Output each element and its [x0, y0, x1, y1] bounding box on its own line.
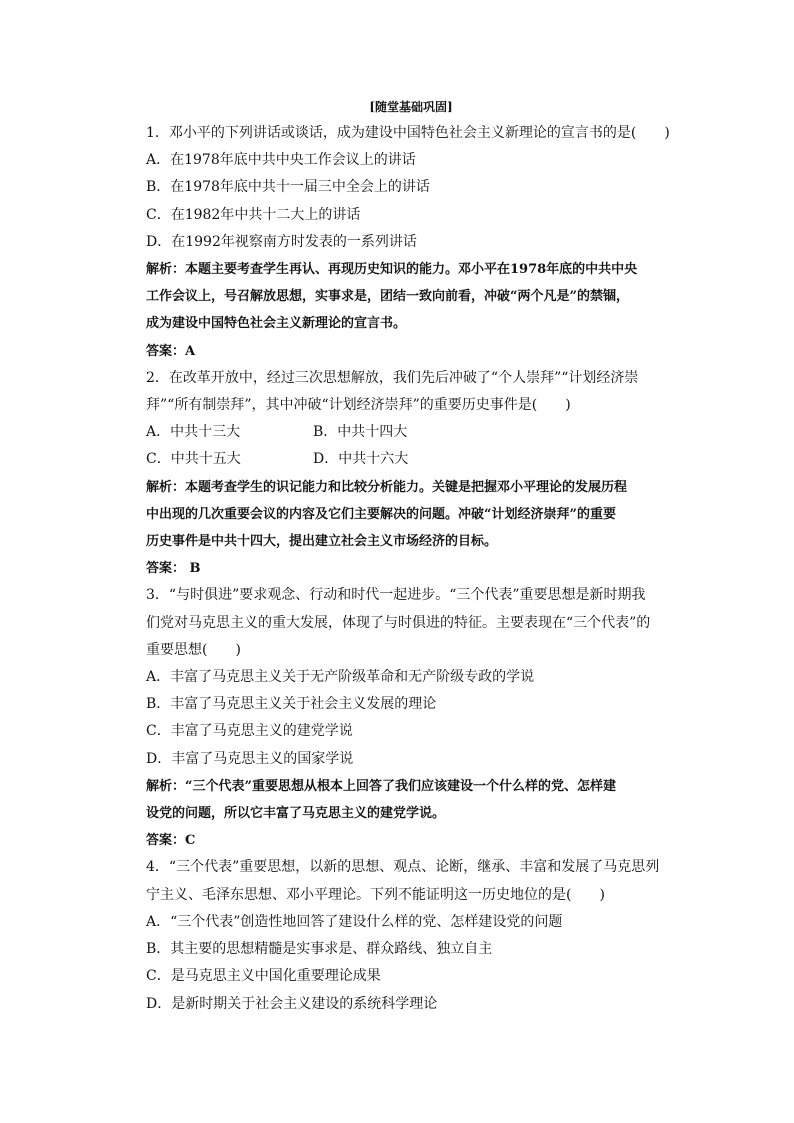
question-3-option-b: B．丰富了马克思主义关于社会主义发展的理论	[146, 696, 437, 713]
question-4	[146, 854, 676, 1017]
question-3-option-d: D．丰富了马克思主义的国家学说	[146, 750, 354, 767]
question-1-option-a: A．在1978年底中共中央工作会议上的讲话	[146, 152, 416, 169]
question-4-stem-line-1: 4．“三个代表”重要思想，以新的思想、观点、论断，继承、丰富和发展了马克思列	[146, 859, 660, 876]
question-2-options-row-2	[146, 446, 676, 473]
question-1	[146, 120, 676, 365]
question-2-answer: 答案： B	[146, 561, 201, 577]
question-1-stem: 1．邓小平的下列讲话或谈话，成为建设中国特色社会主义新理论的宣言书的是( )	[146, 125, 670, 141]
question-1-option-c: C．在1982年中共十二大上的讲话	[146, 206, 361, 223]
question-2-options-row-1	[146, 419, 676, 446]
question-3-option-c: C．丰富了马克思主义的建党学说	[146, 723, 353, 740]
question-2-option-d: D．中共十六大	[313, 451, 409, 468]
question-3-option-a: A．丰富了马克思主义关于无产阶级革命和无产阶级专政的学说	[146, 669, 535, 686]
question-1-option-d: D．在1992年视察南方时发表的一系列讲话	[146, 233, 417, 250]
question-2-analysis-line-1: 解析：本题考查学生的识记能力和比较分析能力。关键是把握邓小平理论的发展历程	[146, 479, 628, 495]
question-1-analysis-line-3: 成为建设中国特色社会主义新理论的宣言书。	[146, 316, 407, 332]
question-2-option-b: B．中共十四大	[313, 424, 408, 441]
question-2-stem-line-2: 拜”“所有制崇拜”，其中冲破“计划经济崇拜”的重要历史事件是( )	[146, 397, 571, 414]
question-4-stem-line-2: 宁主义、毛泽东思想、邓小平理论。下列不能证明这一历史地位的是( )	[146, 886, 605, 903]
section-heading: [随堂基础巩固]	[369, 100, 453, 114]
question-4-option-d: D．是新时期关于社会主义建设的系统科学理论	[146, 995, 438, 1012]
question-1-answer: 答案：A	[146, 343, 196, 359]
question-1-option-b: B．在1978年底中共十一届三中全会上的讲话	[146, 179, 430, 196]
question-3-analysis-line-1: 解析：“三个代表”重要思想从根本上回答了我们应该建设一个什么样的党、怎样建	[146, 778, 616, 794]
question-1-analysis-line-2: 工作会议上，号召解放思想，实事求是，团结一致向前看，冲破“两个凡是”的禁锢，	[146, 289, 629, 305]
question-2-analysis-line-2: 中出现的几次重要会议的内容及它们主要解决的问题。冲破“计划经济崇拜”的重要	[146, 506, 616, 522]
question-3-stem-line-2: 们党对马克思主义的重大发展，体现了与时俱进的特征。主要表现在“三个代表”的	[146, 614, 651, 631]
question-1-analysis-line-1: 解析：本题主要考查学生再认、再现历史知识的能力。邓小平在1978年底的中共中央	[146, 262, 638, 278]
question-3-stem-line-3: 重要思想( )	[146, 641, 241, 658]
document-page	[146, 96, 676, 1018]
question-4-option-a: A．“三个代表”创造性地回答了建设什么样的党、怎样建设党的问题	[146, 913, 563, 930]
question-4-option-c: C．是马克思主义中国化重要理论成果	[146, 968, 381, 985]
question-3-answer: 答案：C	[146, 833, 196, 849]
question-2-option-a: A．中共十三大	[146, 424, 241, 441]
question-4-option-b: B．其主要的思想精髓是实事求是、群众路线、独立自主	[146, 941, 493, 958]
question-2	[146, 365, 676, 583]
question-3-analysis-line-2: 设党的问题，所以它丰富了马克思主义的建党学说。	[146, 806, 446, 822]
question-3	[146, 582, 676, 854]
question-2-stem-line-1: 2．在改革开放中，经过三次思想解放，我们先后冲破了“个人崇拜”“计划经济崇	[146, 369, 639, 386]
question-2-analysis-line-3: 历史事件是中共十四大，提出建立社会主义市场经济的目标。	[146, 534, 498, 550]
question-2-option-c: C．中共十五大	[146, 451, 241, 468]
question-3-stem-line-1: 3．“与时俱进”要求观念、行动和时代一起进步。“三个代表”重要思想是新时期我	[146, 587, 646, 604]
